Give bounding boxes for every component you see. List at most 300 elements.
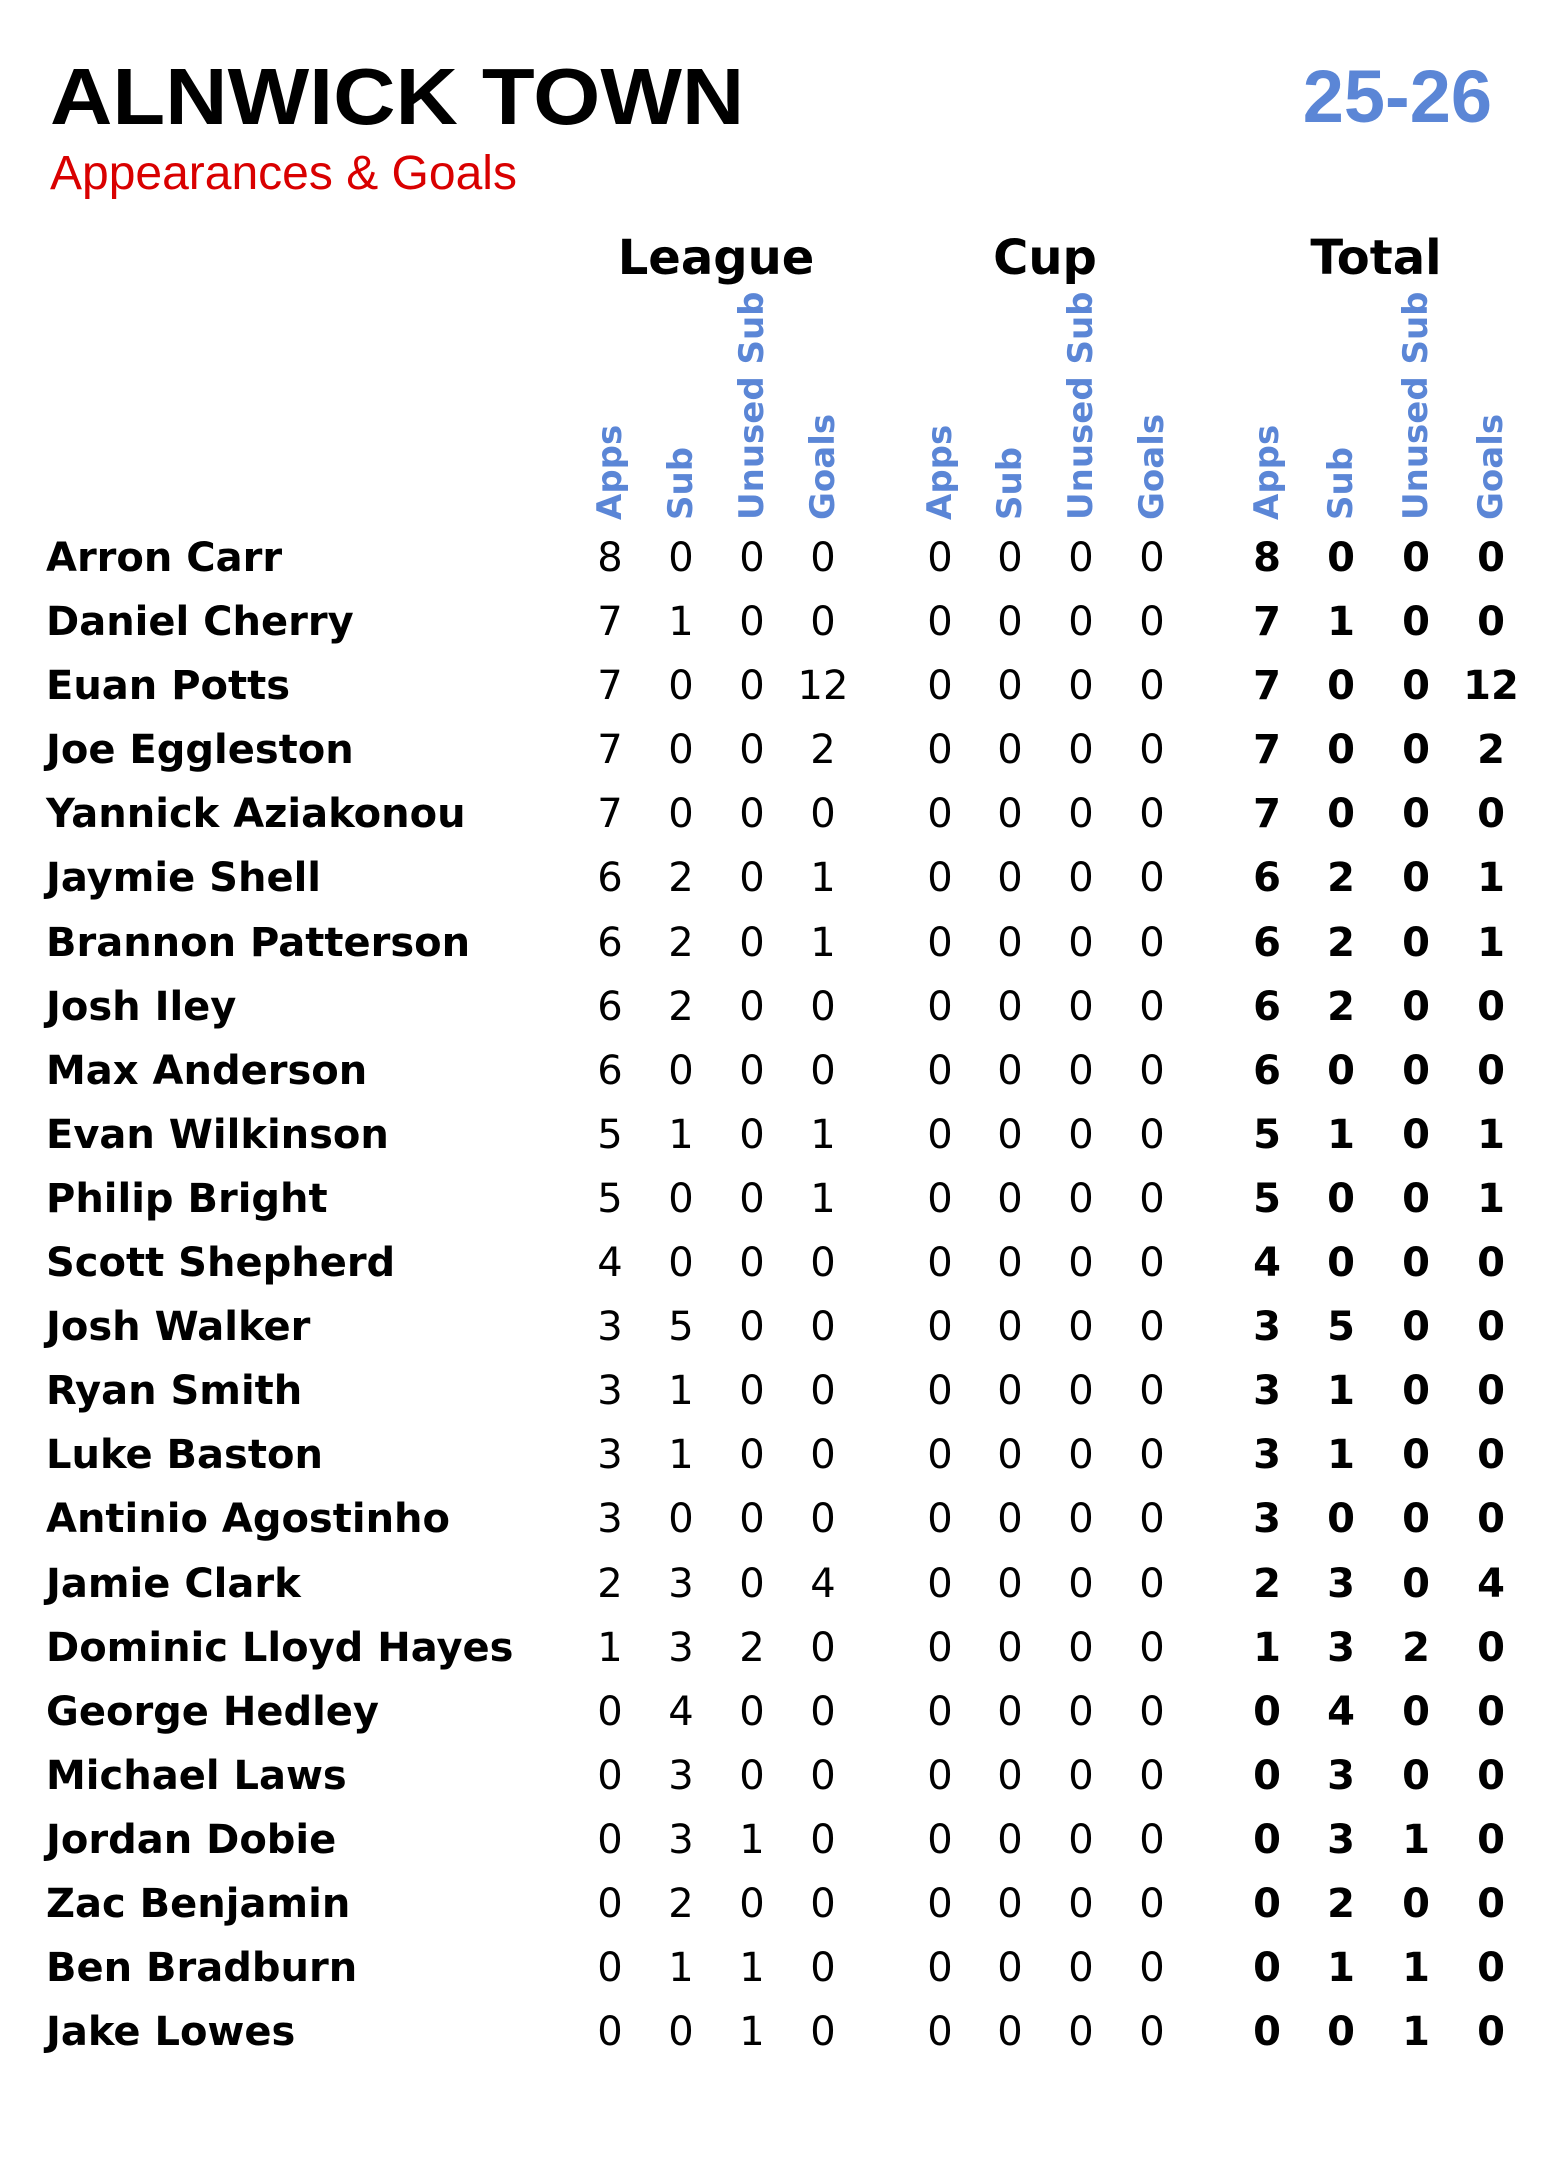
league-goals-cell: 0	[810, 1688, 836, 1735]
league-goals-cell: 0	[810, 1047, 836, 1094]
player-name: Euan Potts	[46, 663, 291, 710]
cup-sub-cell: 0	[997, 1240, 1023, 1287]
league-unused-sub-cell: 0	[739, 1752, 765, 1799]
league-sub-cell: 0	[668, 2009, 694, 2056]
player-name: Luke Baston	[46, 1432, 323, 1479]
total-unused-sub-cell: 0	[1402, 1240, 1430, 1287]
league-apps-cell: 8	[597, 535, 623, 581]
cup-sub-cell: 0	[997, 2009, 1023, 2056]
table-row	[0, 848, 1568, 912]
league-sub-cell: 2	[668, 983, 694, 1030]
total-goals-cell: 12	[1463, 663, 1519, 710]
total-unused-sub-cell: 0	[1402, 1560, 1430, 1607]
player-name: Arron Carr	[46, 535, 283, 581]
total-sub-cell: 3	[1327, 1624, 1355, 1671]
total-apps-cell: 3	[1253, 1496, 1281, 1543]
total-apps-cell: 2	[1253, 1560, 1281, 1607]
cup-apps-cell: 0	[927, 1752, 953, 1799]
total-sub-cell: 1	[1327, 1432, 1355, 1479]
total-unused-sub-cell: 0	[1402, 919, 1430, 966]
cup-sub-cell: 0	[997, 1945, 1023, 1992]
cup-unused-sub-cell: 0	[1068, 1111, 1094, 1158]
table-row	[0, 1554, 1568, 1618]
league-unused-sub-cell: 0	[739, 663, 765, 710]
cup-sub-cell: 0	[997, 1880, 1023, 1927]
cup-sub-cell: 0	[997, 791, 1023, 838]
cup-unused-sub-cell: 0	[1068, 1175, 1094, 1222]
league-sub-cell: 0	[668, 1175, 694, 1222]
total-unused-sub-cell: 2	[1402, 1624, 1430, 1671]
cup-goals-cell: 0	[1139, 1560, 1165, 1607]
league-goals-cell: 0	[810, 1240, 836, 1287]
cup-unused-sub-cell: 0	[1068, 1624, 1094, 1671]
cup-sub-cell: 0	[997, 1175, 1023, 1222]
cup-sub-cell: 0	[997, 599, 1023, 646]
table-row	[0, 656, 1568, 720]
league-sub-cell: 0	[668, 663, 694, 710]
total-apps-cell: 0	[1253, 1945, 1281, 1992]
cup-sub-cell: 0	[997, 1688, 1023, 1735]
cup-goals-cell: 0	[1139, 1816, 1165, 1863]
player-table	[0, 528, 1568, 2066]
league-unused-sub-cell: 0	[739, 1432, 765, 1479]
cup-goals-cell: 0	[1139, 1688, 1165, 1735]
cup-apps-cell: 0	[927, 1047, 953, 1094]
total-unused-sub-cell: 0	[1402, 727, 1430, 774]
total-apps-cell: 7	[1253, 599, 1281, 646]
total-apps-cell: 3	[1253, 1368, 1281, 1415]
cup-goals-cell: 0	[1139, 1240, 1165, 1287]
league-apps-cell: 0	[597, 1816, 623, 1863]
cup-sub-cell: 0	[997, 919, 1023, 966]
cup-goals-cell: 0	[1139, 663, 1165, 710]
cup-apps-cell: 0	[927, 727, 953, 774]
total-sub-cell: 3	[1327, 1816, 1355, 1863]
total-goals-cell: 0	[1477, 1880, 1505, 1927]
total-goals-cell: 0	[1477, 1047, 1505, 1094]
total-goals-cell: 0	[1477, 983, 1505, 1030]
league-goals-cell: 0	[810, 599, 836, 646]
table-row	[0, 1874, 1568, 1938]
cup-goals-cell: 0	[1139, 791, 1165, 838]
total-sub-cell: 3	[1327, 1752, 1355, 1799]
league-sub-cell: 3	[668, 1624, 694, 1671]
league-goals-cell: 0	[810, 1816, 836, 1863]
cup-apps-cell: 0	[927, 1624, 953, 1671]
total-unused-sub-cell: 0	[1402, 535, 1430, 581]
league-unused-sub-cell: 0	[739, 1880, 765, 1927]
league-unused-sub-cell: 0	[739, 1368, 765, 1415]
total-sub-cell: 0	[1327, 1175, 1355, 1222]
total-sub-cell: 1	[1327, 1945, 1355, 1992]
cup-sub-cell: 0	[997, 1111, 1023, 1158]
total-goals-cell: 0	[1477, 535, 1505, 581]
table-row	[0, 1618, 1568, 1682]
total-unused-sub-cell: 0	[1402, 1047, 1430, 1094]
league-goals-cell: 0	[810, 983, 836, 1030]
league-apps-cell: 7	[597, 791, 623, 838]
cup-apps-cell: 0	[927, 1175, 953, 1222]
league-unused-sub-cell: 0	[739, 919, 765, 966]
league-goals-cell: 0	[810, 1752, 836, 1799]
cup-unused-sub-cell: 0	[1068, 1752, 1094, 1799]
cup-apps-cell: 0	[927, 535, 953, 581]
league-apps-cell: 5	[597, 1111, 623, 1158]
table-row	[0, 1746, 1568, 1810]
cup-apps-cell: 0	[927, 1304, 953, 1351]
total-sub-cell: 0	[1327, 727, 1355, 774]
league-goals-cell: 0	[810, 1624, 836, 1671]
total-sub-cell: 3	[1327, 1560, 1355, 1607]
player-name: Yannick Aziakonou	[46, 791, 466, 838]
league-apps-cell: 6	[597, 1047, 623, 1094]
table-row	[0, 1425, 1568, 1489]
league-sub-cell: 1	[668, 1945, 694, 1992]
player-name: Jaymie Shell	[46, 855, 321, 902]
player-name: Joe Eggleston	[46, 727, 354, 774]
cup-sub-cell: 0	[997, 1560, 1023, 1607]
league-sub-cell: 2	[668, 855, 694, 902]
league-goals-cell: 0	[810, 1880, 836, 1927]
table-row	[0, 720, 1568, 784]
cup-apps-cell: 0	[927, 2009, 953, 2056]
cup-sub-cell: 0	[997, 1752, 1023, 1799]
table-row	[0, 784, 1568, 848]
cup-goals-cell: 0	[1139, 1368, 1165, 1415]
total-apps-cell: 0	[1253, 1880, 1281, 1927]
total-unused-sub-cell: 0	[1402, 1304, 1430, 1351]
col-header-label: Apps	[920, 424, 960, 520]
total-sub-cell: 2	[1327, 919, 1355, 966]
col-header-label: Sub	[661, 446, 701, 520]
cup-unused-sub-cell: 0	[1068, 1880, 1094, 1927]
table-row	[0, 1361, 1568, 1425]
col-header-total-apps	[1230, 310, 1304, 520]
cup-goals-cell: 0	[1139, 1945, 1165, 1992]
total-apps-cell: 6	[1253, 983, 1281, 1030]
table-row	[0, 1105, 1568, 1169]
total-goals-cell: 0	[1477, 1304, 1505, 1351]
league-sub-cell: 5	[668, 1304, 694, 1351]
league-sub-cell: 3	[668, 1752, 694, 1799]
league-sub-cell: 3	[668, 1816, 694, 1863]
league-unused-sub-cell: 0	[739, 1304, 765, 1351]
league-sub-cell: 3	[668, 1560, 694, 1607]
total-sub-cell: 2	[1327, 855, 1355, 902]
total-apps-cell: 1	[1253, 1624, 1281, 1671]
col-header-label: Apps	[590, 424, 630, 520]
table-row	[0, 913, 1568, 977]
league-unused-sub-cell: 0	[739, 727, 765, 774]
table-row	[0, 1938, 1568, 2002]
col-header-cup-unused-sub	[1044, 291, 1118, 520]
league-apps-cell: 3	[597, 1304, 623, 1351]
league-sub-cell: 0	[668, 791, 694, 838]
total-sub-cell: 0	[1327, 1240, 1355, 1287]
cup-goals-cell: 0	[1139, 919, 1165, 966]
total-apps-cell: 6	[1253, 919, 1281, 966]
cup-goals-cell: 0	[1139, 1047, 1165, 1094]
total-unused-sub-cell: 0	[1402, 1175, 1430, 1222]
total-goals-cell: 4	[1477, 1560, 1505, 1607]
total-unused-sub-cell: 1	[1402, 1945, 1430, 1992]
league-goals-cell: 0	[810, 535, 836, 581]
col-header-label: Goals	[1471, 413, 1511, 520]
cup-unused-sub-cell: 0	[1068, 1368, 1094, 1415]
cup-apps-cell: 0	[927, 663, 953, 710]
league-unused-sub-cell: 0	[739, 1047, 765, 1094]
total-apps-cell: 7	[1253, 727, 1281, 774]
cup-goals-cell: 0	[1139, 1624, 1165, 1671]
player-name: Evan Wilkinson	[46, 1111, 389, 1158]
cup-goals-cell: 0	[1139, 1752, 1165, 1799]
cup-unused-sub-cell: 0	[1068, 855, 1094, 902]
total-unused-sub-cell: 0	[1402, 1111, 1430, 1158]
total-goals-cell: 0	[1477, 1624, 1505, 1671]
cup-apps-cell: 0	[927, 1496, 953, 1543]
col-header-total-unused-sub	[1379, 291, 1453, 520]
col-header-label: Goals	[803, 413, 843, 520]
player-name: Philip Bright	[46, 1175, 328, 1222]
total-apps-cell: 0	[1253, 2009, 1281, 2056]
league-apps-cell: 0	[597, 1945, 623, 1992]
cup-apps-cell: 0	[927, 1688, 953, 1735]
table-row	[0, 1297, 1568, 1361]
col-header-label: Unused Sub	[1061, 291, 1101, 520]
col-header-label: Goals	[1132, 413, 1172, 520]
cup-apps-cell: 0	[927, 855, 953, 902]
league-unused-sub-cell: 2	[739, 1624, 765, 1671]
league-unused-sub-cell: 0	[739, 791, 765, 838]
cup-apps-cell: 0	[927, 983, 953, 1030]
player-name: Jake Lowes	[46, 2009, 296, 2056]
col-header-league-sub	[644, 310, 718, 520]
page-title: ALNWICK TOWN	[50, 52, 745, 141]
table-row	[0, 528, 1568, 592]
total-unused-sub-cell: 0	[1402, 1496, 1430, 1543]
cup-goals-cell: 0	[1139, 727, 1165, 774]
cup-unused-sub-cell: 0	[1068, 599, 1094, 646]
col-header-label: Unused Sub	[732, 291, 772, 520]
total-sub-cell: 0	[1327, 791, 1355, 838]
total-goals-cell: 0	[1477, 1945, 1505, 1992]
player-name: George Hedley	[46, 1688, 380, 1735]
col-header-league-apps	[573, 310, 647, 520]
cup-goals-cell: 0	[1139, 535, 1165, 581]
cup-sub-cell: 0	[997, 1304, 1023, 1351]
player-name: Ben Bradburn	[46, 1945, 358, 1992]
group-header-cup: Cup	[993, 230, 1097, 286]
league-apps-cell: 0	[597, 1880, 623, 1927]
total-sub-cell: 1	[1327, 1368, 1355, 1415]
league-apps-cell: 7	[597, 727, 623, 774]
total-unused-sub-cell: 0	[1402, 663, 1430, 710]
total-sub-cell: 2	[1327, 1880, 1355, 1927]
group-header-total: Total	[1310, 230, 1442, 286]
cup-goals-cell: 0	[1139, 599, 1165, 646]
cup-sub-cell: 0	[997, 535, 1023, 581]
total-apps-cell: 6	[1253, 855, 1281, 902]
total-sub-cell: 1	[1327, 1111, 1355, 1158]
cup-unused-sub-cell: 0	[1068, 727, 1094, 774]
league-goals-cell: 1	[810, 1175, 836, 1222]
total-goals-cell: 0	[1477, 1368, 1505, 1415]
table-row	[0, 2002, 1568, 2066]
col-header-label: Unused Sub	[1396, 291, 1436, 520]
total-sub-cell: 1	[1327, 599, 1355, 646]
player-name: Daniel Cherry	[46, 599, 354, 646]
league-goals-cell: 2	[810, 727, 836, 774]
cup-unused-sub-cell: 0	[1068, 1047, 1094, 1094]
league-sub-cell: 2	[668, 919, 694, 966]
cup-apps-cell: 0	[927, 1945, 953, 1992]
league-unused-sub-cell: 0	[739, 1111, 765, 1158]
total-sub-cell: 4	[1327, 1688, 1355, 1735]
total-goals-cell: 0	[1477, 1432, 1505, 1479]
league-goals-cell: 0	[810, 1432, 836, 1479]
col-header-league-goals	[786, 310, 860, 520]
cup-unused-sub-cell: 0	[1068, 1816, 1094, 1863]
col-header-total-sub	[1304, 310, 1378, 520]
cup-unused-sub-cell: 0	[1068, 919, 1094, 966]
league-apps-cell: 6	[597, 983, 623, 1030]
cup-sub-cell: 0	[997, 1368, 1023, 1415]
total-goals-cell: 0	[1477, 791, 1505, 838]
col-header-label: Sub	[1321, 446, 1361, 520]
player-name: Ryan Smith	[46, 1368, 303, 1415]
player-name: Josh Iley	[46, 983, 237, 1030]
total-unused-sub-cell: 1	[1402, 2009, 1430, 2056]
season-label: 25-26	[1302, 55, 1492, 138]
total-sub-cell: 0	[1327, 2009, 1355, 2056]
total-goals-cell: 0	[1477, 2009, 1505, 2056]
league-unused-sub-cell: 0	[739, 1240, 765, 1287]
league-apps-cell: 0	[597, 1688, 623, 1735]
cup-sub-cell: 0	[997, 663, 1023, 710]
total-unused-sub-cell: 0	[1402, 599, 1430, 646]
cup-sub-cell: 0	[997, 1496, 1023, 1543]
league-sub-cell: 1	[668, 1111, 694, 1158]
total-unused-sub-cell: 0	[1402, 1688, 1430, 1735]
league-sub-cell: 0	[668, 1240, 694, 1287]
cup-unused-sub-cell: 0	[1068, 1304, 1094, 1351]
league-goals-cell: 4	[810, 1560, 836, 1607]
league-apps-cell: 3	[597, 1496, 623, 1543]
total-unused-sub-cell: 0	[1402, 1752, 1430, 1799]
cup-sub-cell: 0	[997, 1816, 1023, 1863]
league-goals-cell: 0	[810, 1304, 836, 1351]
total-goals-cell: 0	[1477, 1816, 1505, 1863]
cup-goals-cell: 0	[1139, 1880, 1165, 1927]
total-apps-cell: 0	[1253, 1688, 1281, 1735]
cup-unused-sub-cell: 0	[1068, 1945, 1094, 1992]
player-name: Zac Benjamin	[46, 1880, 351, 1927]
league-sub-cell: 1	[668, 1432, 694, 1479]
player-name: Michael Laws	[46, 1752, 347, 1799]
table-row	[0, 1233, 1568, 1297]
cup-sub-cell: 0	[997, 855, 1023, 902]
total-unused-sub-cell: 1	[1402, 1816, 1430, 1863]
col-header-label: Sub	[990, 446, 1030, 520]
total-goals-cell: 0	[1477, 1752, 1505, 1799]
player-name: Max Anderson	[46, 1047, 368, 1094]
table-row	[0, 1810, 1568, 1874]
league-unused-sub-cell: 1	[739, 1945, 765, 1992]
player-name: Dominic Lloyd Hayes	[46, 1624, 514, 1671]
player-name: Antinio Agostinho	[46, 1496, 451, 1543]
total-apps-cell: 0	[1253, 1752, 1281, 1799]
league-apps-cell: 6	[597, 855, 623, 902]
league-unused-sub-cell: 0	[739, 1496, 765, 1543]
total-unused-sub-cell: 0	[1402, 1432, 1430, 1479]
col-header-label: Apps	[1247, 424, 1287, 520]
league-apps-cell: 3	[597, 1368, 623, 1415]
cup-apps-cell: 0	[927, 1880, 953, 1927]
player-name: Josh Walker	[46, 1304, 311, 1351]
league-apps-cell: 7	[597, 599, 623, 646]
cup-goals-cell: 0	[1139, 2009, 1165, 2056]
league-goals-cell: 0	[810, 1496, 836, 1543]
cup-unused-sub-cell: 0	[1068, 983, 1094, 1030]
total-unused-sub-cell: 0	[1402, 1368, 1430, 1415]
league-apps-cell: 0	[597, 1752, 623, 1799]
total-goals-cell: 0	[1477, 599, 1505, 646]
league-goals-cell: 0	[810, 2009, 836, 2056]
table-row	[0, 1041, 1568, 1105]
cup-unused-sub-cell: 0	[1068, 663, 1094, 710]
league-unused-sub-cell: 0	[739, 1175, 765, 1222]
total-unused-sub-cell: 0	[1402, 855, 1430, 902]
league-goals-cell: 1	[810, 919, 836, 966]
league-unused-sub-cell: 0	[739, 983, 765, 1030]
table-row	[0, 592, 1568, 656]
cup-apps-cell: 0	[927, 1111, 953, 1158]
cup-apps-cell: 0	[927, 1240, 953, 1287]
player-name: Jamie Clark	[46, 1560, 301, 1607]
cup-unused-sub-cell: 0	[1068, 2009, 1094, 2056]
cup-goals-cell: 0	[1139, 1304, 1165, 1351]
cup-sub-cell: 0	[997, 727, 1023, 774]
league-goals-cell: 0	[810, 1368, 836, 1415]
league-apps-cell: 0	[597, 2009, 623, 2056]
cup-sub-cell: 0	[997, 1432, 1023, 1479]
league-apps-cell: 6	[597, 919, 623, 966]
cup-apps-cell: 0	[927, 919, 953, 966]
col-header-cup-sub	[973, 310, 1047, 520]
table-row	[0, 1489, 1568, 1553]
cup-goals-cell: 0	[1139, 1496, 1165, 1543]
cup-unused-sub-cell: 0	[1068, 1496, 1094, 1543]
group-header-league: League	[617, 230, 815, 286]
cup-goals-cell: 0	[1139, 983, 1165, 1030]
league-sub-cell: 1	[668, 1368, 694, 1415]
league-goals-cell: 1	[810, 855, 836, 902]
league-apps-cell: 1	[597, 1624, 623, 1671]
total-apps-cell: 6	[1253, 1047, 1281, 1094]
total-goals-cell: 1	[1477, 855, 1505, 902]
table-row	[0, 1682, 1568, 1746]
total-goals-cell: 2	[1477, 727, 1505, 774]
league-sub-cell: 1	[668, 599, 694, 646]
total-goals-cell: 0	[1477, 1240, 1505, 1287]
total-goals-cell: 0	[1477, 1688, 1505, 1735]
cup-sub-cell: 0	[997, 1624, 1023, 1671]
league-apps-cell: 4	[597, 1240, 623, 1287]
total-sub-cell: 0	[1327, 1047, 1355, 1094]
cup-apps-cell: 0	[927, 1368, 953, 1415]
league-unused-sub-cell: 0	[739, 1688, 765, 1735]
cup-goals-cell: 0	[1139, 1432, 1165, 1479]
